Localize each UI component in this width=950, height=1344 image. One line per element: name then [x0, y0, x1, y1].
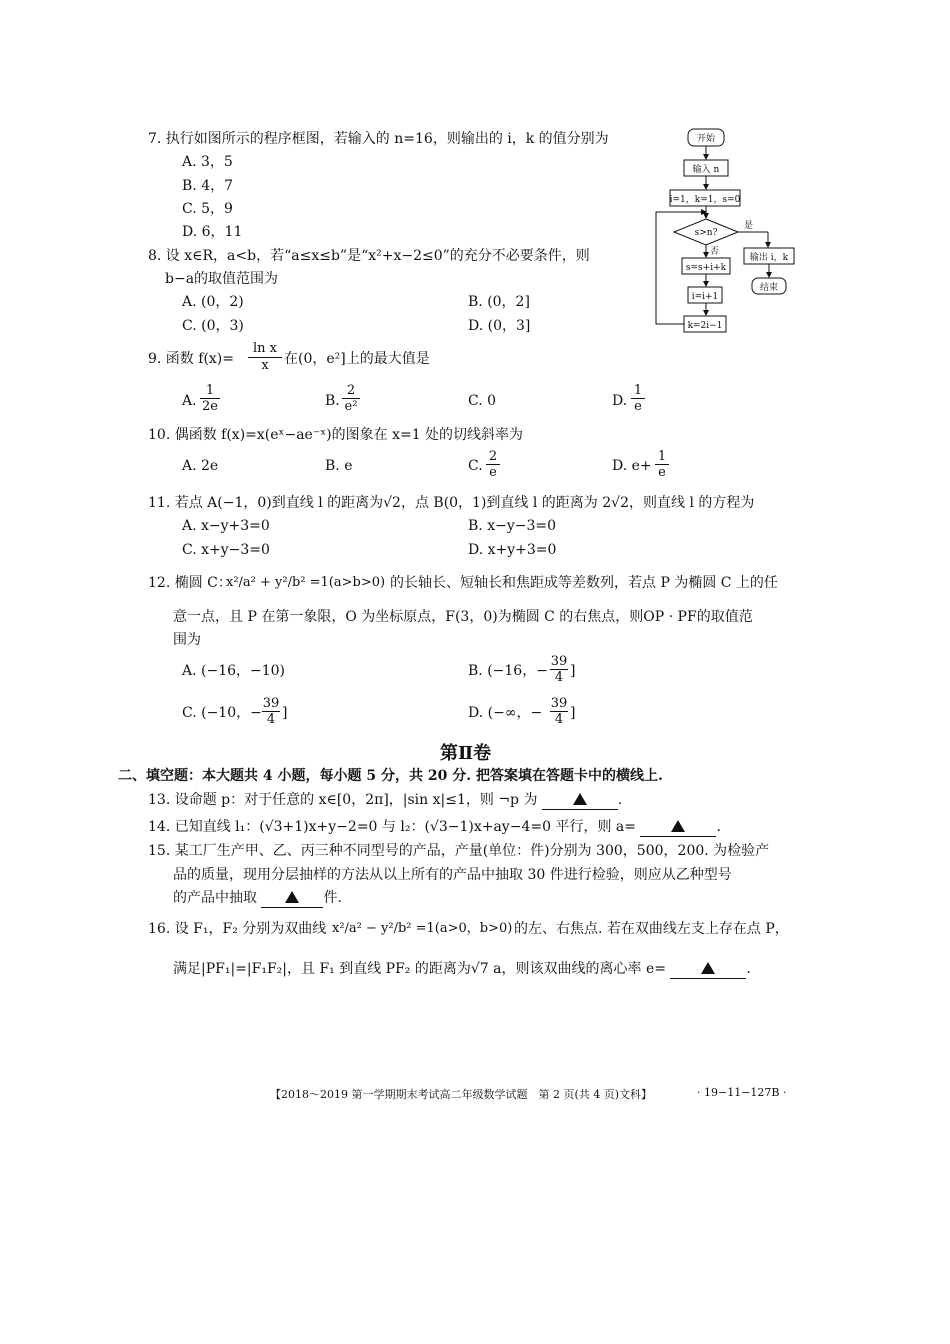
q13 — [148, 791, 622, 810]
q9-a-label: A. — [182, 393, 197, 409]
q12-b-pre: B. (−16，− — [468, 663, 548, 679]
q12-equation: x²/a² + y²/b² =1(a>b>0) — [226, 575, 386, 590]
q10-stem: 10. 偶函数 f(x)=x(eˣ−ae⁻ˣ)的图象在 x=1 处的切线斜率为 — [148, 427, 524, 443]
q16-answer-blank[interactable] — [670, 960, 746, 979]
q9-b-den: e² — [344, 399, 358, 414]
q9-d-den: e — [634, 399, 642, 414]
q15 — [173, 889, 342, 908]
q9-frac-den: x — [261, 358, 269, 373]
q12-line-2: 意一点，且 P 在第一象限，O 为坐标原点，F(3，0)为椭圆 C 的右焦点，则OP · PF的取值范 — [173, 609, 753, 625]
q14-answer-blank[interactable] — [640, 818, 716, 837]
q12-c-num: 39 — [262, 696, 280, 711]
q13-answer-blank[interactable] — [542, 791, 618, 810]
section-2-title: 第Ⅱ卷 — [440, 743, 492, 764]
q9-b-label: B. — [325, 393, 340, 409]
q8-option-b: B. (0，2] — [468, 294, 530, 310]
q12-c-pre: C. (−10，− — [182, 705, 262, 721]
flow-step2-text: i=i+1 — [691, 292, 719, 302]
q7-option-b: B. 4，7 — [182, 178, 234, 194]
q14 — [148, 818, 721, 837]
q10-c-label: C. — [468, 458, 483, 474]
q15-line-1: 15. 某工厂生产甲、乙、丙三种不同型号的产品，产量(单位：件)分别为 300，500，200. 为检验产 — [148, 843, 770, 859]
answer-triangle-icon — [285, 891, 299, 903]
flow-yes: 是 — [744, 221, 754, 231]
q12-line-3: 围为 — [173, 632, 201, 648]
flow-no: 否 — [710, 247, 720, 257]
flow-output-text: 输出 i，k — [749, 253, 789, 263]
q8-stem: 8. 设 x∈R，a<b，若“a≤x≤b”是“x²+x−2≤0”的充分不必要条件，则 — [148, 248, 590, 264]
q16-end: . — [746, 961, 751, 977]
q15-line-2: 品的质量，现用分层抽样的方法从以上所有的产品中抽取 30 件进行检验，则应从乙种型号 — [173, 867, 732, 883]
answer-triangle-icon — [671, 820, 685, 832]
q15-end: 件. — [323, 890, 342, 906]
q9-prefix: 9. 函数 f(x)= — [148, 351, 234, 367]
q7-stem: 7. 执行如图所示的程序框图，若输入的 n=16，则输出的 i，k 的值分别为 — [148, 131, 609, 147]
q12-prefix: 12. 椭圆 C： — [148, 575, 232, 591]
q12-d-post: ] — [570, 705, 576, 721]
q12-option-a: A. (−16，−10) — [182, 663, 286, 679]
q12-d-num: 39 — [550, 696, 568, 711]
q11-option-a: A. x−y+3=0 — [182, 518, 270, 534]
q7-option-c: C. 5，9 — [182, 201, 233, 217]
q12-d-pre: D. (−∞，− — [468, 705, 543, 721]
q13-stem: 13. 设命题 p：对于任意的 x∈[0，2π]，|sin x|≤1，则 ¬p 为 — [148, 792, 538, 808]
answer-triangle-icon — [573, 793, 587, 805]
q11-option-b: B. x−y−3=0 — [468, 518, 556, 534]
q10-option-b: B. e — [325, 458, 353, 474]
flow-start-text: 开始 — [696, 134, 716, 144]
q12-c-den: 4 — [266, 712, 276, 727]
q16-prefix: 16. 设 F₁，F₂ 分别为双曲线 — [148, 921, 327, 937]
q8-option-c: C. (0，3) — [182, 318, 244, 334]
flow-cond-text: s>n? — [694, 228, 718, 238]
q10-d-den: e — [658, 465, 666, 480]
q9-a-num: 1 — [200, 383, 220, 399]
q11-option-d: D. x+y+3=0 — [468, 542, 557, 558]
q13-end: . — [617, 792, 623, 808]
q7-option-a: A. 3，5 — [182, 154, 233, 170]
q12-d-frac — [550, 696, 568, 727]
q9-suffix: 在(0，e²]上的最大值是 — [284, 351, 430, 367]
q10-c-den: e — [489, 465, 497, 480]
flow-step3-text: k=2i−1 — [687, 321, 723, 331]
flow-end-text: 结束 — [759, 283, 779, 293]
q9-d-num: 1 — [631, 383, 645, 399]
q10-d-num: 1 — [655, 449, 669, 465]
q10-d-label: D. e+ — [612, 458, 652, 474]
q9-d-label: D. — [612, 393, 628, 409]
q10-option-a: A. 2e — [182, 458, 219, 474]
q12-c-post: ] — [282, 705, 288, 721]
q9-frac-num: ln x — [248, 341, 282, 358]
q14-end: . — [716, 819, 721, 835]
q14-stem: 14. 已知直线 l₁：(√3+1)x+y−2=0 与 l₂：(√3−1)x+ay−4=0 平行，则 a= — [148, 819, 636, 835]
q16-suffix: 的左、右焦点. 若在双曲线左支上存在点 P， — [514, 921, 789, 937]
flow-step1-text: s=s+i+k — [685, 263, 727, 273]
q12-b-num: 39 — [550, 654, 568, 669]
footer-left: 【2018～2019 第一学期期末考试高二年级数学试题 第 2 页(共 4 页)文科】 — [270, 1088, 653, 1101]
flow-init-text: i=1，k=1，s=0 — [669, 195, 741, 205]
q15-line-3: 的产品中抽取 — [173, 890, 257, 906]
q8-option-a: A. (0，2) — [182, 294, 244, 310]
q9-b-frac — [342, 383, 360, 414]
q16-line-2: 满足|PF₁|=|F₁F₂|，且 F₁ 到直线 PF₂ 的距离为√7 a，则该双曲线的离心率 e= — [173, 961, 666, 977]
q9-d-frac — [631, 383, 645, 414]
q8-stem-2: b−a的取值范围为 — [165, 271, 279, 287]
q10-d-frac — [655, 449, 669, 480]
q9-a-frac — [200, 383, 220, 414]
q12-c-frac — [262, 696, 280, 727]
q12-b-den: 4 — [554, 670, 564, 685]
q10-c-num: 2 — [486, 449, 500, 465]
q7-option-d: D. 6，11 — [182, 224, 243, 240]
q15-answer-blank[interactable] — [261, 889, 323, 908]
q9-a-den: 2e — [202, 399, 218, 414]
flowchart — [648, 126, 808, 336]
q10-c-frac — [486, 449, 500, 480]
q9-b-num: 2 — [342, 383, 360, 399]
section-2-header: 二、填空题：本大题共 4 小题，每小题 5 分，共 20 分. 把答案填在答题卡中的横线上. — [118, 768, 663, 784]
footer-right: · 19−11−127B · — [697, 1086, 787, 1099]
q12-suffix: 的长轴长、短轴长和焦距成等差数列，若点 P 为椭圆 C 上的任 — [390, 575, 778, 591]
q9-option-c: C. 0 — [468, 393, 497, 409]
q9-frac — [248, 341, 282, 374]
q12-d-den: 4 — [554, 712, 564, 727]
q11-stem: 11. 若点 A(−1，0)到直线 l 的距离为√2，点 B(0，1)到直线 l 的距离为 2√2，则直线 l 的方程为 — [148, 495, 755, 511]
q8-option-d: D. (0，3] — [468, 318, 531, 334]
answer-triangle-icon — [701, 962, 715, 974]
q16 — [173, 960, 751, 979]
q16-equation: x²/a² − y²/b² =1(a>0，b>0) — [332, 921, 513, 936]
flow-input-text: 输入 n — [692, 165, 720, 175]
q12-b-frac — [550, 654, 568, 685]
q12-b-post: ] — [570, 663, 576, 679]
q11-option-c: C. x+y−3=0 — [182, 542, 270, 558]
